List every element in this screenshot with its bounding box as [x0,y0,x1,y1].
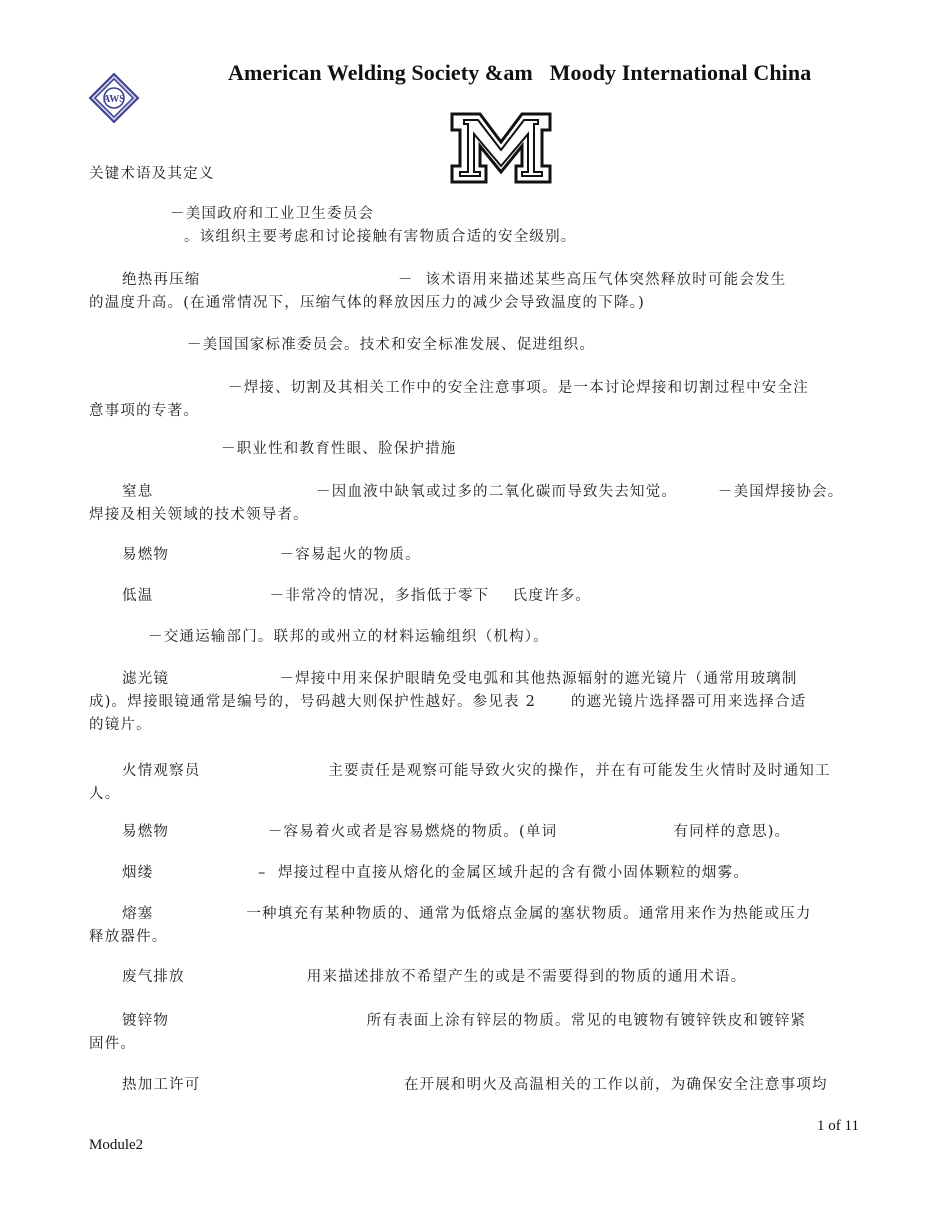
svg-text:AWS: AWS [103,94,125,105]
term-z49 [89,377,865,423]
term-firewatch [89,760,865,806]
header-title: American Welding Society &am Moody International China [228,60,812,85]
svg-text:M: M [499,151,503,153]
term-fumes [89,862,865,885]
term-dot [148,626,868,649]
fusible-line-2: 释放器件。 [89,929,168,945]
z49-line-2: 意事项的专著。 [89,403,199,419]
asphyxia-line-1: 窒息 －因血液中缺氧或过多的二氧化碳而导致失去知觉。 －美国焊接协会。 [122,484,844,500]
z87-line: －职业性和教育性眼、脸保护措施 [221,441,457,457]
adiabatic-line-1: 绝热再压缩 － 该术语用来描述某些高压气体突然释放时可能会发生 [122,272,787,288]
section-heading [89,163,865,186]
term-filter [89,668,865,737]
term-adiabatic [89,269,865,315]
term-acgih [170,203,870,249]
term-z87 [221,438,871,461]
term-fusible-plug [89,903,865,949]
adiabatic-line-2: 的温度升高。(在通常情况下，压缩气体的释放因压力的减少会导致温度的下降。) [89,295,645,311]
term-hot-work-permit [89,1074,865,1097]
fumes-line: 烟缕 – 焊接过程中直接从熔化的金属区域升起的含有微小固体颗粒的烟雾。 [122,865,750,881]
page-number: 1 of 11 [817,1118,859,1134]
fusible-line-1: 熔塞 一种填充有某种物质的、通常为低熔点金属的塞状物质。通常用来作为热能或压力 [122,906,812,922]
term-combustible [89,544,865,567]
heading-text: 关键术语及其定义 [89,166,215,182]
term-flammable [89,821,865,844]
term-exhaust [89,966,865,989]
module-label: Module2 [89,1137,144,1153]
term-ansi [187,334,877,357]
dot-line: －交通运输部门。联邦的或州立的材料运输组织（机构）。 [148,629,549,645]
hotwork-line: 热加工许可 在开展和明火及高温相关的工作以前，为确保安全注意事项均 [122,1077,828,1093]
exhaust-line: 废气排放 用来描述排放不希望产生的或是不需要得到的物质的通用术语。 [122,969,747,985]
term-galvanized [89,1010,865,1056]
acgih-line-2: 。该组织主要考虑和讨论接触有害物质合适的安全级别。 [184,229,577,245]
filter-line-2: 成)。焊接眼镜通常是编号的，号码越大则保护性越好。参见表 2 的遮光镜片选择器可用来选择合适 [89,694,807,710]
cryogenic-line: 低温 －非常冷的情况，多指低于零下 氏度许多。 [122,588,592,604]
firewatch-line-2: 人。 [89,786,121,802]
ansi-line: －美国国家标准委员会。技术和安全标准发展、促进组织。 [187,337,596,353]
aws-logo [88,72,140,124]
term-asphyxia [89,481,865,527]
galvanized-line-2: 固件。 [89,1036,137,1052]
asphyxia-line-2: 焊接及相关领域的技术领导者。 [89,507,309,523]
acgih-line-1: －美国政府和工业卫生委员会 [170,206,375,222]
combustible-line: 易燃物 －容易起火的物质。 [122,547,421,563]
z49-line-1: －焊接、切割及其相关工作中的安全注意事项。是一本讨论焊接和切割过程中安全注 [228,380,809,396]
filter-line-1: 滤光镜 －焊接中用来保护眼睛免受电弧和其他热源辐射的遮光镜片（通常用玻璃制 [122,671,798,687]
galvanized-line-1: 镀锌物 所有表面上涂有锌层的物质。常见的电镀物有镀锌铁皮和镀锌紧 [122,1013,807,1029]
filter-line-3: 的镜片。 [89,717,152,733]
flammable-line: 易燃物 －容易着火或者是容易燃烧的物质。(单词 有同样的意思)。 [122,824,791,840]
firewatch-line-1: 火情观察员 主要责任是观察可能导致火灾的操作，并在有可能发生火情时及时通知工 [122,763,831,779]
term-cryogenic [89,585,865,608]
